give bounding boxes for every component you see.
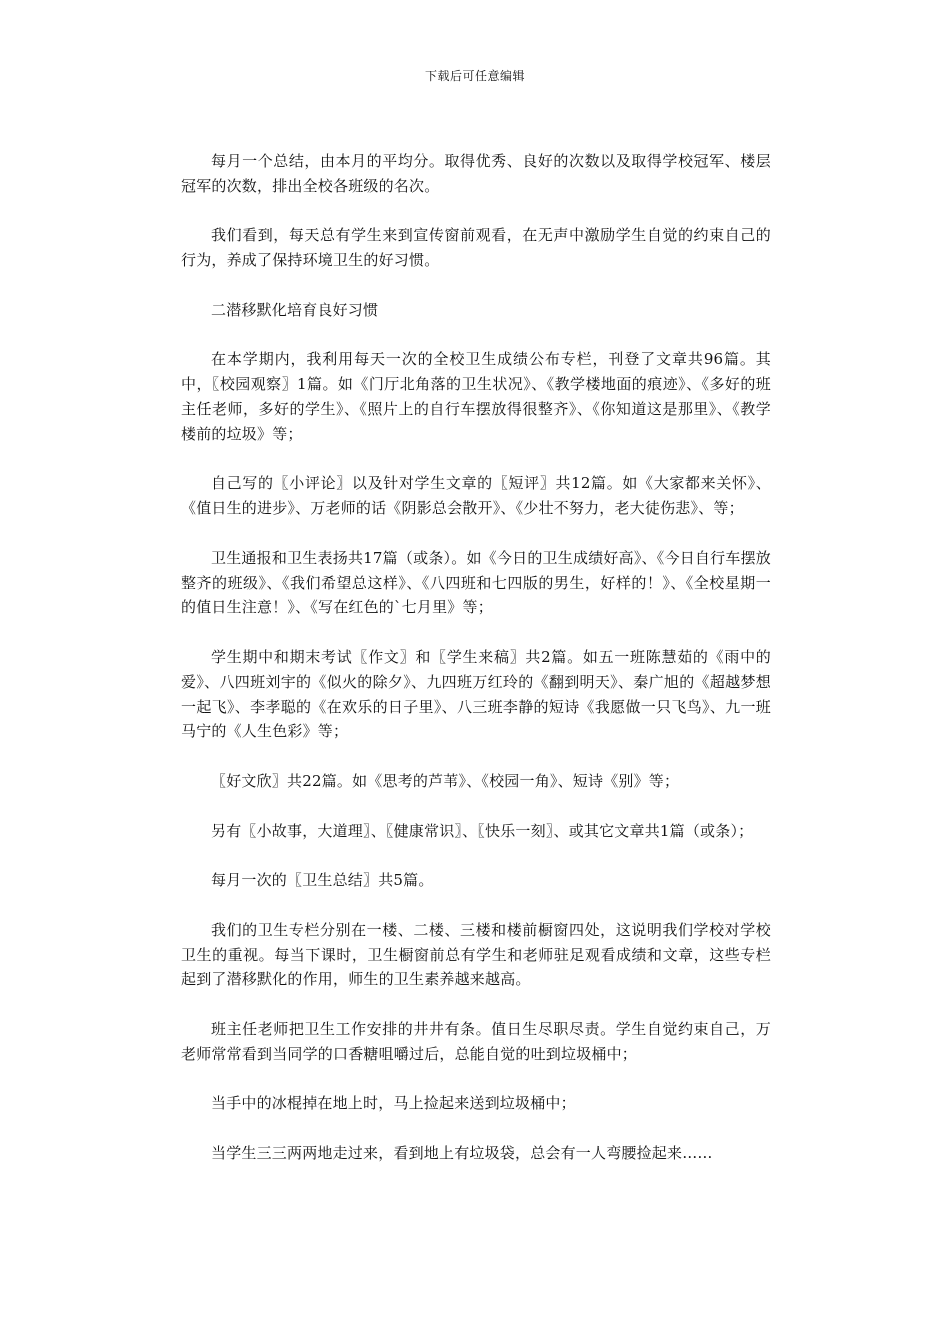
paragraph-student-essays: 学生期中和期末考试〖作文〗和〖学生来稿〗共2篇。如五一班陈慧茹的《雨中的爱》、八四班刘宇的《似火的除夕》、九四班万红玲的《翻到明天》、秦广旭的《超越梦想一起飞》、李孝聪的《在欢乐的日子里》、八三班李静的短诗《我愿做一只飞鸟》、九一班马宁的《人生色彩》等； [181, 647, 771, 741]
paragraph-hygiene-notices: 卫生通报和卫生表扬共17篇（或条）。如《今日的卫生成绩好高》、《今日自行车摆放整齐的班级》、《我们希望总这样》、《八四班和七四版的男生，好样的！》、《全校星期一的值日生注意！》、《写在红色的`七月里》等； [181, 548, 771, 617]
paragraph-class-teachers: 班主任老师把卫生工作安排的井井有条。值日生尽职尽责。学生自觉约束自己，万老师常常看到当同学的口香糖咀嚼过后，总能自觉的吐到垃圾桶中； [181, 1019, 771, 1063]
paragraph-good-articles: 〖好文欣〗共22篇。如《思考的芦苇》、《校园一角》、短诗《别》等； [211, 771, 680, 790]
section-heading: 二潜移默化培育良好习惯 [211, 300, 379, 319]
paragraph-other-articles: 另有〖小故事，大道理〗、〖健康常识〗、〖快乐一刻〗、或其它文章共1篇（或条）； [211, 821, 754, 840]
paragraph-articles-published: 在本学期内，我利用每天一次的全校卫生成绩公布专栏，刊登了文章共96篇。其中，〖校园观察〗1篇。如《门厅北角落的卫生状况》、《教学楼地面的痕迹》、《多好的班主任老师，多好的学生》、《照片上的自行车摆放得很整齐》、《你知道这是那里》、《教学楼前的垃圾》等； [181, 350, 771, 443]
paragraph-commentary: 自己写的〖小评论〗以及针对学生文章的〖短评〗共12篇。如《大家都来关怀》、《值日生的进步》、万老师的话《阴影总会散开》、《少壮不努力，老大徒伤悲》、等； [181, 474, 771, 518]
paragraph-students-watching: 我们看到，每天总有学生来到宣传窗前观看，在无声中激励学生自觉的约束自己的行为，养成了保持环境卫生的好习惯。 [181, 226, 771, 270]
paragraph-picking-up-trash: 当学生三三两两地走过来，看到地上有垃圾袋，总会有一人弯腰捡起来…… [211, 1143, 713, 1162]
paragraph-monthly-hygiene-summary: 每月一次的〖卫生总结〗共5篇。 [211, 871, 434, 890]
paragraph-column-locations: 我们的卫生专栏分别在一楼、二楼、三楼和楼前橱窗四处，这说明我们学校对学校卫生的重视。每当下课时，卫生橱窗前总有学生和老师驻足观看成绩和文章，这些专栏起到了潜移默化的作用，师生的卫生素养越来越高。 [181, 920, 771, 989]
document-body [181, 149, 771, 1190]
paragraph-popsicle: 当手中的冰棍掉在地上时，马上捡起来送到垃圾桶中； [211, 1094, 576, 1113]
paragraph-monthly-summary: 每月一个总结，由本月的平均分。取得优秀、良好的次数以及取得学校冠军、楼层冠军的次数，排出全校各班级的名次。 [181, 152, 771, 195]
page-header: 下载后可任意编辑 [424, 69, 525, 83]
